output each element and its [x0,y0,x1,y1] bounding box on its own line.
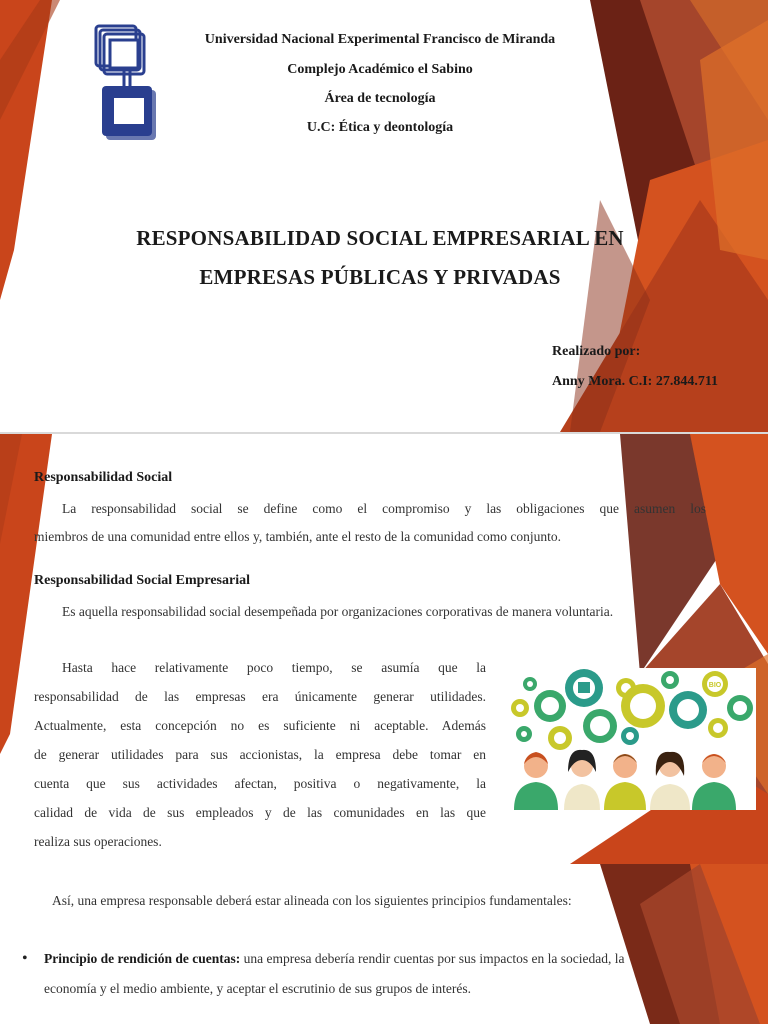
heading-responsabilidad-social: Responsabilidad Social [34,470,173,485]
bullet-text: una empresa debería rendir cuentas por sus impactos en la sociedad, la [240,951,625,966]
paragraph-line: Hasta hace relativamente poco tiempo, se asumía que la [62,660,486,675]
paragraph-line: realiza sus operaciones. [34,834,162,849]
paragraph-line: miembros de una comunidad entre ellos y, también, ante el resto de la comunidad como conjunto. [34,529,561,544]
paragraph-line: La responsabilidad social se define como el compromiso y las obligaciones que asumen los [62,501,706,516]
paragraph-line: cuenta que sus actividades afectan, positiva o negativamente, la [34,776,486,791]
bullet-title: Principio de rendición de cuentas: [44,951,241,966]
slide-title: EMPRESAS PÚBLICAS Y PRIVADAS [199,265,561,289]
heading-responsabilidad-social-empresarial: Responsabilidad Social Empresarial [34,573,251,588]
institution-line: Complejo Académico el Sabino [287,62,473,77]
institution-line: Universidad Nacional Experimental Francisco de Miranda [204,32,556,47]
bullet-icon: • [22,950,28,967]
paragraph-line: responsabilidad de las empresas era únicamente generar utilidades. [34,689,486,704]
institution-line: Área de tecnología [324,91,436,106]
realizado-label: Realizado por: [552,344,641,359]
author-name: Anny Mora. C.I: 27.844.711 [552,374,719,389]
csr-illustration [500,668,756,810]
principios-intro: Así, una empresa responsable deberá estar alineada con los siguientes principios fundamentales: [52,893,572,908]
bullet-principio-rendicion [44,944,744,973]
paragraph-line: Es aquella responsabilidad social desempeñada por organizaciones corporativas de manera voluntaria. [62,604,614,619]
institution-line: U.C: Ética y deontología [306,120,454,135]
paragraph-line: de generar utilidades para sus accionistas, la empresa debe tomar en [34,747,486,762]
content-slide [0,434,768,1024]
paragraph-line: Actualmente, esta concepción no es suficiente ni aceptable. Además [34,718,486,733]
university-logo [88,22,160,142]
paragraph-line: calidad de vida de sus empleados y de las comunidades en las que [34,805,486,820]
slide-title: RESPONSABILIDAD SOCIAL EMPRESARIAL EN [136,226,624,250]
title-slide [0,0,768,432]
paragraph-line: economía y el medio ambiente, y aceptar el escrutinio de sus grupos de interés. [44,981,471,996]
bio-gear-label: BIO [708,682,722,689]
